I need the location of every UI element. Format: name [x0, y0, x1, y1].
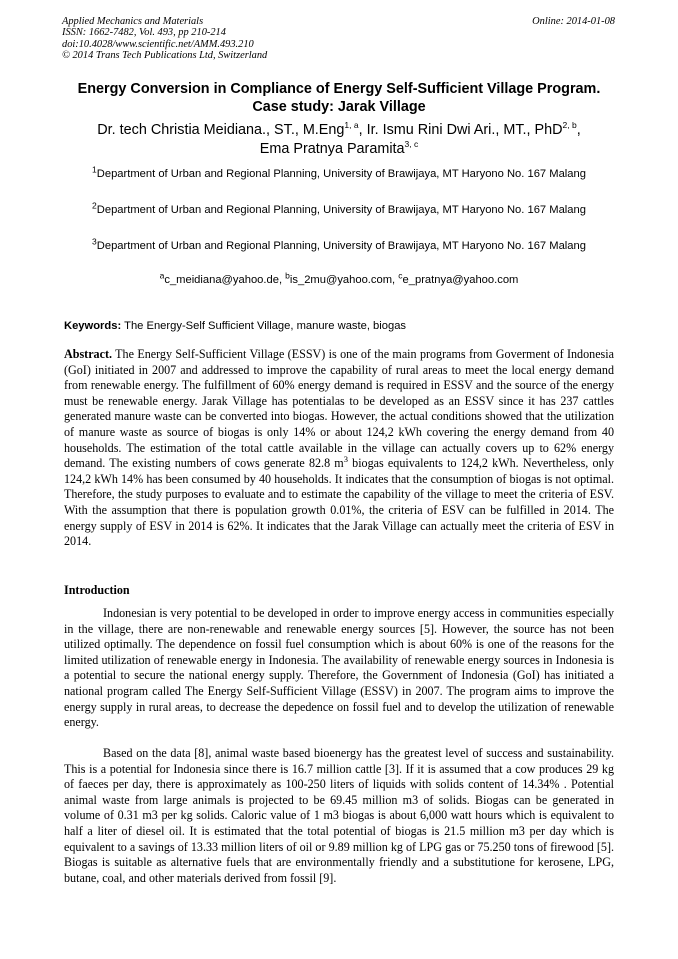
journal-name: Applied Mechanics and Materials: [62, 16, 204, 27]
online-date: Online: 2014-01-08: [532, 16, 615, 27]
email-b-mark: b: [285, 270, 290, 281]
keywords-text: The Energy-Self Sufficient Village, manure waste, biogas: [124, 320, 407, 332]
affiliation-3-text: Department of Urban and Regional Planning, University of Brawijaya, MT Haryono No. 167 Malang: [96, 240, 586, 252]
keywords-line: [64, 319, 624, 333]
journal-doi: doi:10.4028/www.scientific.net/AMM.493.210: [62, 38, 254, 50]
journal-info: [62, 16, 267, 62]
email-b: is_2mu@yahoo.com,: [289, 274, 399, 286]
affiliation-2-text: Department of Urban and Regional Planning, University of Brawijaya, MT Haryono No. 167 Malang: [96, 204, 586, 216]
affiliation-3-mark: 3: [92, 236, 97, 247]
affiliation-1-mark: 1: [92, 164, 97, 175]
paper-title: Energy Conversion in Compliance of Energy Self-Sufficient Village Program. Case study: Jarak Village: [77, 81, 601, 115]
email-c-mark: c: [398, 270, 403, 281]
abstract-text-1: The Energy Self-Sufficient Village (ESSV) is one of the main programs from Goverment of Indonesia (GoI) initiated in 2007 and addressed to improve the capability of rural areas to meet the local energy demand from renewable energy. The fulfillment of 60% energy demand is required in ESSV and the source of the energy must be renewable energy. Jarak Village has potentialas to be developed as an ESSV since it has 237 cattles generated manure waste can be converted into biogas. However, the actual conditions showed that the utilization of manure waste as source of biogas is only 14% or about 124,2 kWh covering the energy demand from 40 households. The estimation of the total cattle available in the village can actually covers up to 62% energy demand. The existing numbers of cows generate 82.8 m: [64, 347, 614, 471]
author-1-name: Dr. tech Christia Meidiana., ST., M.Eng: [97, 122, 345, 138]
abstract-superscript: 3: [343, 454, 348, 465]
introduction-heading: Introduction: [64, 583, 130, 597]
affiliation-2-mark: 2: [92, 200, 97, 211]
affiliation-1-text: Department of Urban and Regional Planning, University of Brawijaya, MT Haryono No. 167 Malang: [96, 168, 586, 180]
abstract-label: Abstract.: [64, 347, 113, 361]
journal-copyright: © 2014 Trans Tech Publications Ltd, Switzerland: [62, 50, 268, 62]
author-emails: [64, 270, 614, 287]
author-3-mark: 3, c: [404, 139, 419, 150]
affiliation-2: [64, 200, 614, 218]
abstract: [64, 347, 614, 550]
email-c: e_pratnya@yahoo.com: [402, 274, 519, 286]
abstract-text-2: biogas equivalents to 124,2 kWh. Nevertheless, only 124,2 kWh 14% has been consumed by 40 households. It indicates that the consumption of biogas is not optimal. Therefore, the study purposes to evaluate and to estimate the capability of the village to meet the criteria of ESV. With the assumption that there is population growth 0.01%, the criteria of ESV can be fulfilled in 2014. The energy supply of ESV in 2014 is 62%. It indicates that the Jarak Village can actually meet the criteria of ESV in 2014.: [64, 456, 614, 549]
author-2-mark: 2, b: [562, 120, 577, 131]
author-1-mark: 1, a: [344, 120, 359, 131]
author-list: Dr. tech Christia Meidiana., ST., M.Eng$^{1, a}$, Ir. Ismu Rini Dwi Ari., MT., PhD$^{2, b}$, Ema Pratnya Paramita$^{3, c}$: [97, 120, 581, 157]
introduction-paragraph-1: Indonesian is very potential to be developed in order to improve energy access in communities especially in the village, there are non-renewable and renewable energy sources [5]. However, the source has not been utilized optimally. The dependence on fossil fuel consumption which is about 60% is one of the reasons for the limited utilization of renewable energy in Indonesia. The availability of renewable energy sources in Indonesia is a potential to secure the national energy supply. Therefore, the Government of Indonesia (GoI) has initiated a national program called The Energy Self-Sufficient Village (ESSV) in 2007. The program aims to improve the energy supply in rural areas, to decrease the depedence on fossil fuel and to develop the utilization of renewable energy.: [64, 606, 614, 730]
email-a-mark: a: [159, 270, 165, 281]
keywords-label: Keywords:: [64, 320, 122, 332]
author-3-name: Ema Pratnya Paramita: [259, 141, 405, 157]
journal-issn: ISSN: 1662-7482, Vol. 493, pp 210-214: [62, 27, 226, 39]
introduction-paragraph-2: Based on the data [8], animal waste based bioenergy has the greatest level of success and sustainability. This is a potential for Indonesia since there is 16.7 million cattle [3]. If it is assumed that a cow produces 29 kg of faeces per day, there is approximately as 100-250 liters of liquids with solids content of 14.34% . Potential animal waste from large animals is projected to be 69.45 million m3 of solids. Biogas can be generated in volume of 0.31 m3 per kg solids. Caloric value of 1 m3 biogas is about 6,000 watt hours which is equivalent to half a liter of diesel oil. It is estimated that the total potential of biogas is 21.5 million m3 per day which is equivalent to a savings of 13.33 million liters of oil or 9.89 million kg of LPG gas or 75.250 tons of firewood [5]. Biogas is suitable as alternative fuels that are environmentally friendly and a substitutione for kerosene, LPG, butane, coal, and other materials derived from fossil [9].: [64, 746, 614, 885]
author-2-name: , Ir. Ismu Rini Dwi Ari., MT., PhD: [358, 122, 563, 138]
email-a: c_meidiana@yahoo.de,: [164, 274, 286, 286]
affiliation-1: [64, 164, 614, 182]
affiliation-3: [64, 236, 614, 254]
